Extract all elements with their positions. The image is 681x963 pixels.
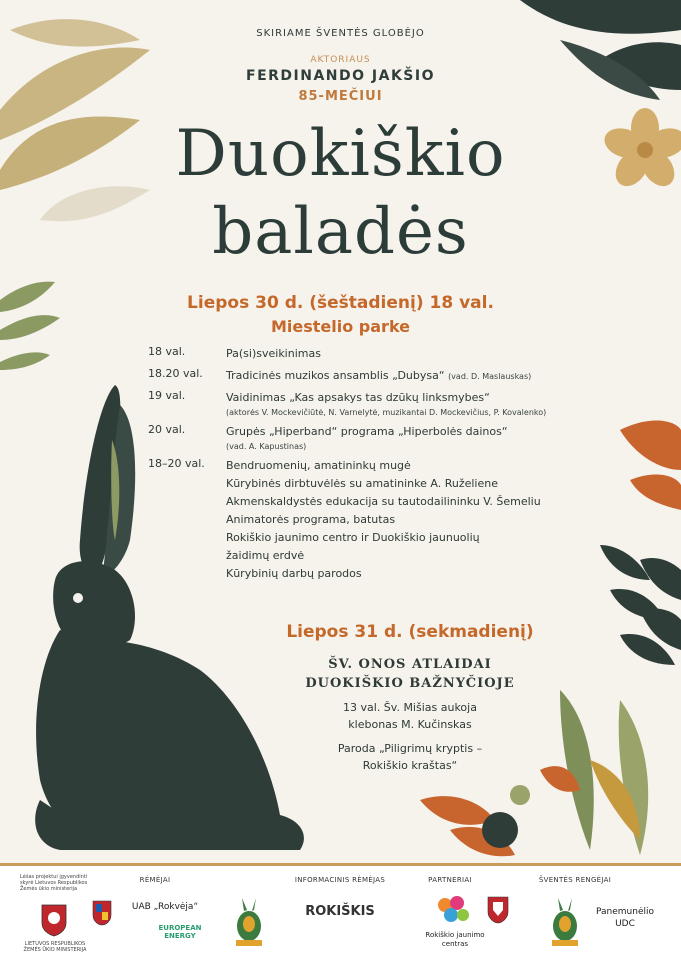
rokiskis-logo: ROKIŠKIS (305, 904, 375, 919)
program-item: Kūrybinių darbų parodos (226, 567, 362, 580)
program-time: 19 val. (148, 389, 186, 402)
program-time: 18.20 val. (148, 367, 203, 380)
rabbit-logo-icon (232, 896, 266, 948)
info-sponsor-caption: INFORMACINIS RĖMĖJAS (294, 876, 386, 884)
dedication-text: SKIRIAME ŠVENTĖS GLOBĖJO (256, 28, 425, 39)
anniversary-text: 85-MEČIUI (298, 89, 383, 104)
program-item: Kūrybinės dirbtuvėlės su amatininke A. Ruželiene (226, 477, 498, 490)
program-row (148, 389, 648, 419)
sponsors-caption: RĖMĖJAI (139, 876, 171, 884)
program-note: (aktorės V. Mockevičiūtė, N. Varnelytė, muzikantai D. Mockevičius, P. Kovalenko) (226, 408, 547, 417)
program-row (148, 367, 648, 385)
sponsors-footer (0, 863, 681, 963)
rokiskis-coat-of-arms-icon (487, 896, 509, 924)
program-item: Akmenskaldystės edukacija su tautodailininku V. Šemeliu (226, 495, 541, 508)
day1-program (148, 345, 648, 587)
organizers-caption: ŠVENTĖS RENGĖJAI (538, 876, 612, 884)
program-item: Animatorės programa, batutas (226, 513, 396, 526)
program-item: Pa(si)sveikinimas (226, 347, 321, 360)
sponsor-european-energy: EUROPEAN ENERGY (158, 924, 202, 940)
church-title: ŠV. ONOS ATLAIDAI DUOKIŠKIO BAŽNYČIOJE (305, 657, 515, 691)
program-row (148, 345, 648, 363)
program-item: Vaidinimas „Kas apsakys tas dzūkų linksmybes“ (226, 391, 490, 404)
program-time: 20 val. (148, 423, 186, 436)
youth-center-name: Rokiškio jaunimo centras (425, 931, 485, 948)
program-item: Bendruomenių, amatininkų mugė (226, 459, 411, 472)
event-title-line2: baladės (212, 195, 469, 269)
event-title-line1: Duokiškio (175, 117, 506, 191)
ministry-name: LIETUVOS RESPUBLIKOS ŽEMĖS ŪKIO MINISTERIJA (23, 941, 87, 953)
municipality-coat-of-arms-icon (92, 900, 112, 926)
actor-prefix: AKTORIAUS (310, 55, 371, 65)
program-item: Tradicinės muzikos ansamblis „Dubysa“ (vad. D. Maslauskas) (226, 369, 532, 382)
rabbit-logo-icon (548, 896, 582, 948)
program-item: žaidimų erdvė (226, 549, 305, 562)
project-funding-note: Lėšas projektui įgyvendinti skyrė Lietuvos Respublikos Žemės ūkio ministerija (20, 874, 88, 892)
actor-name: FERDINANDO JAKŠIO (246, 68, 435, 84)
program-time: 18–20 val. (148, 457, 205, 470)
top-left-leaves (0, 19, 150, 221)
day1-heading: Liepos 30 d. (šeštadienį) 18 val. (187, 293, 494, 313)
exhibition-info: Paroda „Piligrimų kryptis – Rokiškio kraštas“ (337, 742, 483, 772)
program-time: 18 val. (148, 345, 186, 358)
organizer-udc: Panemunėlio UDC (596, 907, 654, 929)
mass-info: 13 val. Šv. Mišias aukoja klebonas M. Kučinskas (343, 701, 477, 731)
program-note: (vad. A. Kapustinas) (226, 442, 307, 451)
youth-center-logo-icon (435, 893, 471, 927)
lithuania-coat-of-arms-icon (40, 903, 68, 937)
program-item: Grupės „Hiperband“ programa „Hiperbolės dainos“ (226, 425, 508, 438)
program-row (148, 423, 648, 453)
day1-place: Miestelio parke (270, 317, 410, 336)
program-row (148, 457, 648, 583)
program-item: Rokiškio jaunimo centro ir Duokiškio jaunuolių (226, 531, 480, 544)
top-right-dark-leaves (520, 0, 681, 100)
sponsor-rokveja: UAB „Rokvėja“ (131, 902, 199, 912)
day2-heading: Liepos 31 d. (sekmadienį) (286, 622, 534, 642)
partners-caption: PARTNERIAI (428, 876, 472, 884)
